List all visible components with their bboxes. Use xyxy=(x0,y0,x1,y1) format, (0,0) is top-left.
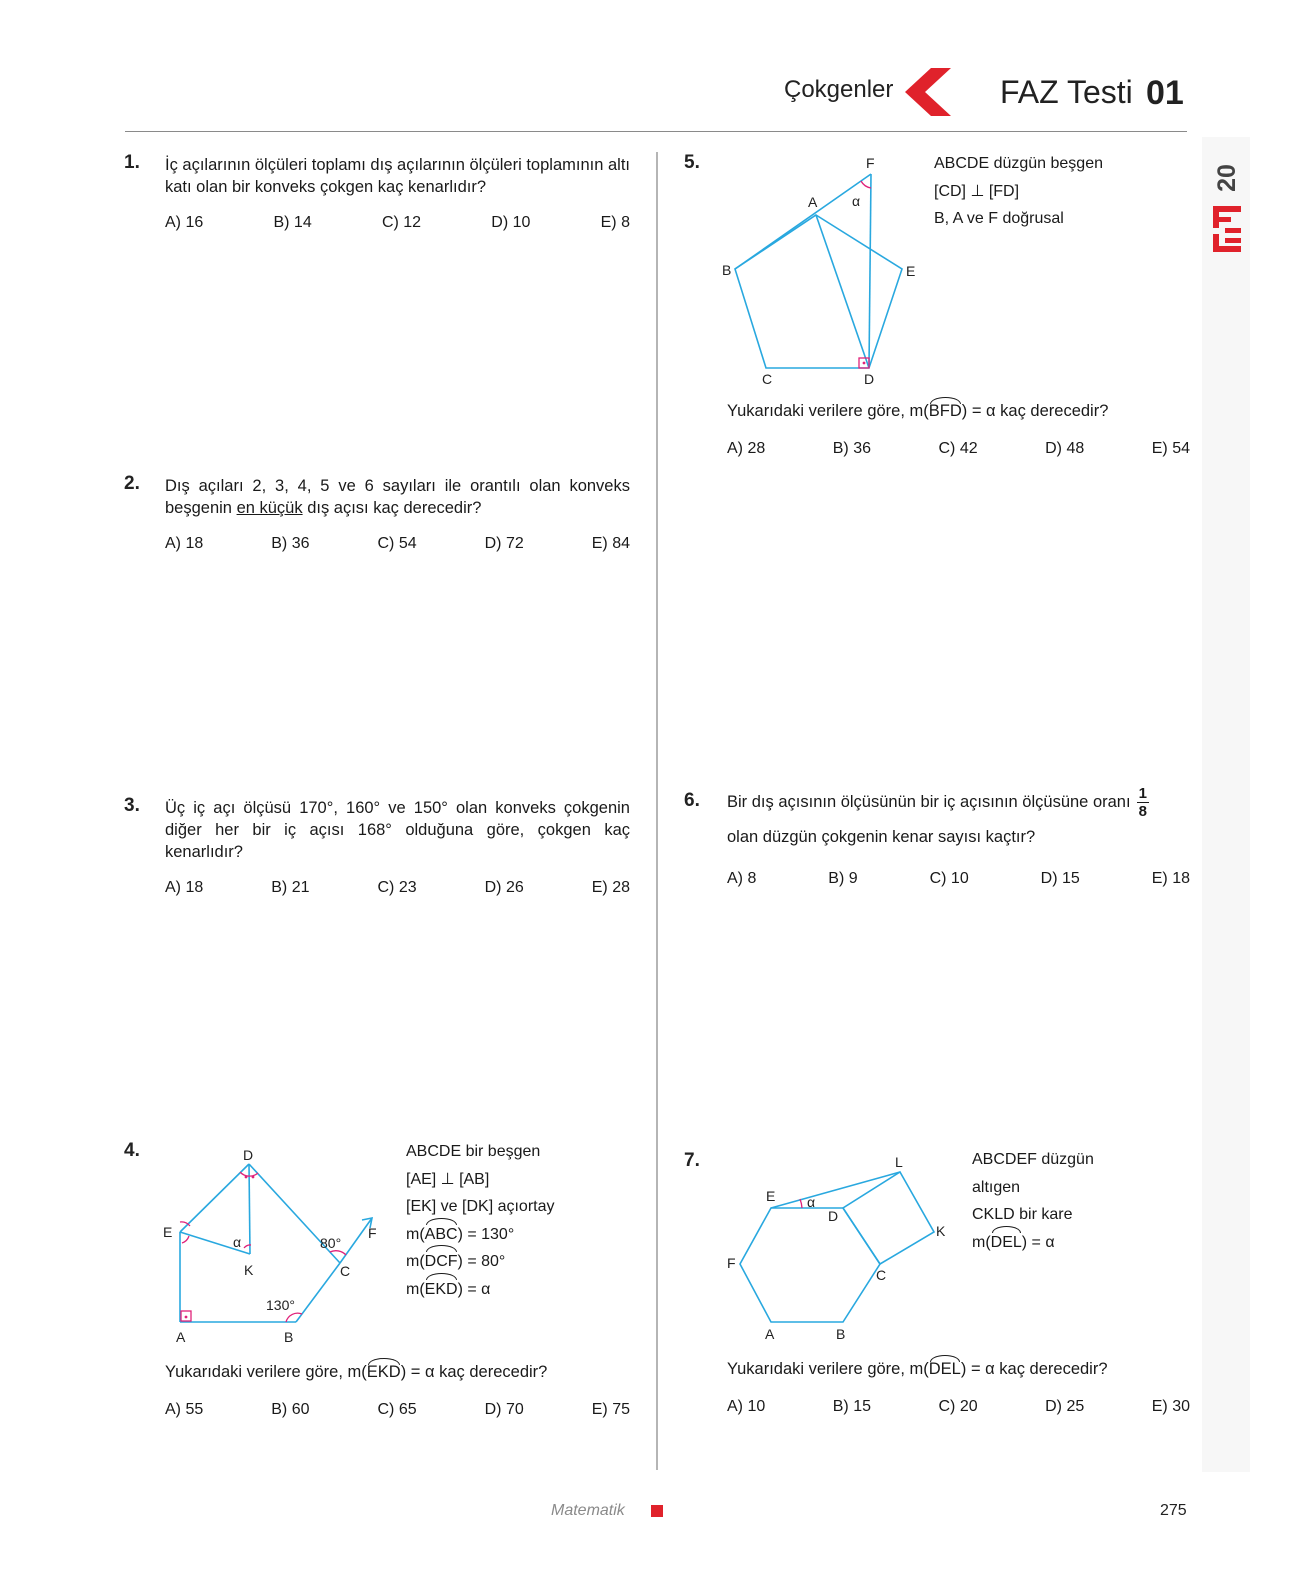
diagonal-ad xyxy=(816,215,869,368)
vertex-label-k: K xyxy=(936,1223,946,1239)
option-c[interactable]: C) 54 xyxy=(377,535,417,552)
alpha-label: α xyxy=(233,1234,242,1250)
vertex-label-c: C xyxy=(876,1267,887,1283)
answer-options xyxy=(727,870,1190,888)
option-d[interactable]: D) 25 xyxy=(1045,1398,1085,1415)
given-list xyxy=(934,150,1103,233)
test-number: 01 xyxy=(1146,74,1184,112)
option-e[interactable]: E) 84 xyxy=(591,535,630,552)
option-e[interactable]: E) 8 xyxy=(600,214,630,231)
q4-figure xyxy=(160,1140,400,1350)
given-line: ABCDE düzgün beşgen xyxy=(934,155,1103,172)
given-line: CKLD bir kare xyxy=(972,1206,1073,1223)
vertex-label-d: D xyxy=(243,1147,254,1163)
regular-hexagon xyxy=(740,1208,880,1322)
vertex-label-e: E xyxy=(163,1224,173,1240)
fraction-denominator: 8 xyxy=(1138,803,1147,821)
option-d[interactable]: D) 72 xyxy=(484,535,524,552)
given-line: altıgen xyxy=(972,1178,1021,1196)
column-divider xyxy=(656,152,658,1470)
vertex-label-e: E xyxy=(766,1188,776,1204)
underlined-phrase: en küçük xyxy=(236,499,303,517)
option-e[interactable]: E) 75 xyxy=(591,1401,630,1418)
vertex-label-c: C xyxy=(762,371,773,387)
option-b[interactable]: B) 36 xyxy=(271,535,310,552)
option-e[interactable]: E) 18 xyxy=(1151,870,1190,887)
answer-options xyxy=(727,1398,1190,1416)
test-name: FAZ Testi xyxy=(1000,74,1133,110)
option-b[interactable]: B) 60 xyxy=(271,1401,310,1418)
question-number: 5. xyxy=(684,152,700,173)
answer-options xyxy=(165,1401,630,1419)
option-b[interactable]: B) 21 xyxy=(271,879,310,896)
page-number: 275 xyxy=(1160,1502,1187,1519)
question-text-part: Dış açıları 2, 3, 4, 5 ve 6 sayıları ile orantılı olan konveks beşgenin xyxy=(165,477,630,517)
alpha-arc xyxy=(800,1199,802,1208)
question-text: Yukarıdaki verilere göre, m(DEL) = α kaç derecedir? xyxy=(727,1360,1108,1378)
sidebar-number xyxy=(1209,148,1245,208)
question-number: 7. xyxy=(684,1150,700,1171)
option-b[interactable]: B) 15 xyxy=(832,1398,871,1415)
question-text xyxy=(165,475,630,519)
given-line: ABCDEF düzgün xyxy=(972,1151,1094,1168)
option-c[interactable]: C) 23 xyxy=(377,879,417,896)
answer-options xyxy=(165,535,630,553)
option-a[interactable]: A) 8 xyxy=(727,870,757,887)
option-c[interactable]: C) 42 xyxy=(938,440,978,457)
bisector-dk xyxy=(249,1164,250,1254)
option-e[interactable]: E) 30 xyxy=(1151,1398,1190,1415)
angle-80-label: 80° xyxy=(320,1235,342,1251)
given-line: m(EKD) = α xyxy=(406,1276,555,1304)
option-b[interactable]: B) 9 xyxy=(828,870,858,887)
vertex-label-f: F xyxy=(727,1255,736,1271)
vertex-label-b: B xyxy=(836,1326,846,1342)
question-number: 1. xyxy=(124,152,140,173)
q5-figure xyxy=(715,150,925,390)
angle-e-arc-2 xyxy=(182,1236,189,1243)
given-line: m(DEL) = α xyxy=(972,1229,1094,1257)
option-a[interactable]: A) 18 xyxy=(165,535,204,552)
question-number: 3. xyxy=(124,795,140,816)
vertex-label-b: B xyxy=(284,1329,294,1345)
given-line: m(ABC) = 130° xyxy=(406,1221,555,1249)
angle-name: EKD xyxy=(425,1276,458,1304)
question-text: Üç iç açı ölçüsü 170°, 160° ve 150° olan konveks çokgenin diğer her bir iç açısı 168° olduğuna göre, çokgen kaç kenarlıdır? xyxy=(165,799,630,861)
alpha-label: α xyxy=(852,193,861,209)
option-c[interactable]: C) 10 xyxy=(929,870,969,887)
given-line: ABCDE bir beşgen xyxy=(406,1143,541,1160)
vertex-label-a: A xyxy=(176,1329,186,1345)
given-line: m(DCF) = 80° xyxy=(406,1248,555,1276)
vertex-label-a: A xyxy=(765,1326,775,1342)
option-c[interactable]: C) 20 xyxy=(938,1398,978,1415)
question-text-part: Bir dış açısının ölçüsünün bir iç açısının ölçüsüne oranı xyxy=(727,793,1131,811)
answer-options xyxy=(727,440,1190,458)
regular-pentagon xyxy=(735,215,902,368)
question-number: 2. xyxy=(124,473,140,494)
option-b[interactable]: B) 36 xyxy=(832,440,871,457)
alpha-label: α xyxy=(807,1194,816,1210)
option-d[interactable]: D) 48 xyxy=(1045,440,1085,457)
question-text-part: dış açısı kaç derecedir? xyxy=(302,499,482,517)
angle-name: DEL xyxy=(928,1360,961,1378)
vertex-label-c: C xyxy=(340,1263,351,1279)
vertex-label-e: E xyxy=(906,263,916,279)
vertex-label-f: F xyxy=(866,155,875,171)
vertex-label-l: L xyxy=(895,1154,903,1170)
edge-bc xyxy=(296,1263,340,1322)
angle-name: EKD xyxy=(366,1363,401,1381)
option-a[interactable]: A) 55 xyxy=(165,1401,204,1418)
option-c[interactable]: C) 12 xyxy=(381,214,422,231)
option-d[interactable]: D) 26 xyxy=(484,879,524,896)
q7-figure xyxy=(720,1150,950,1345)
header-divider xyxy=(125,131,1187,132)
question-line xyxy=(727,785,1197,820)
angle-name: ABC xyxy=(425,1221,458,1249)
question-number: 4. xyxy=(124,1140,140,1161)
vertex-label-d: D xyxy=(864,371,875,387)
fraction xyxy=(1137,785,1149,820)
fraction-numerator: 1 xyxy=(1138,785,1147,803)
option-a[interactable]: A) 10 xyxy=(727,1398,766,1415)
answer-options xyxy=(165,214,630,232)
line-baf xyxy=(735,174,871,269)
question-number: 6. xyxy=(684,790,700,811)
option-d[interactable]: D) 70 xyxy=(484,1401,524,1418)
vertex-label-a: A xyxy=(808,194,818,210)
alpha-arc xyxy=(861,181,871,188)
given-list xyxy=(406,1138,555,1303)
footer-square-icon xyxy=(651,1505,663,1517)
sidebar-strip xyxy=(1202,137,1250,1472)
option-a[interactable]: A) 28 xyxy=(727,440,766,457)
given-line: [EK] ve [DK] açıortay xyxy=(406,1198,555,1215)
question-text xyxy=(727,785,1197,854)
option-a[interactable]: A) 18 xyxy=(165,879,204,896)
vertex-label-f: F xyxy=(368,1225,377,1241)
given-line: [AE] ⊥ [AB] xyxy=(406,1170,490,1188)
vertex-label-d: D xyxy=(828,1208,839,1224)
angle-130-label: 130° xyxy=(266,1297,295,1313)
angle-name: BFD xyxy=(928,402,962,420)
option-b[interactable]: B) 14 xyxy=(273,214,312,231)
option-e[interactable]: E) 54 xyxy=(1151,440,1190,457)
footer-subject: Matematik xyxy=(551,1502,625,1519)
option-d[interactable]: D) 10 xyxy=(491,214,531,231)
vertex-label-b: B xyxy=(722,262,732,278)
question-line: olan düzgün çokgenin kenar sayısı kaçtır? xyxy=(727,828,1036,847)
edge-de xyxy=(180,1164,249,1232)
vertex-label-k: K xyxy=(244,1262,254,1278)
given-line: B, A ve F doğrusal xyxy=(934,210,1064,227)
option-e[interactable]: E) 28 xyxy=(591,879,630,896)
line-df xyxy=(869,174,871,368)
angle-name: DEL xyxy=(991,1229,1022,1257)
chevron-left-icon xyxy=(905,68,953,116)
line-el xyxy=(771,1172,900,1208)
angle-name: DCF xyxy=(425,1248,458,1276)
option-a[interactable]: A) 16 xyxy=(165,214,204,231)
option-c[interactable]: C) 65 xyxy=(377,1401,417,1418)
faz-logo-icon xyxy=(1211,204,1243,254)
given-line: [CD] ⊥ [FD] xyxy=(934,182,1020,200)
answer-options xyxy=(165,879,630,897)
question-text: Yukarıdaki verilere göre, m(EKD) = α kaç derecedir? xyxy=(165,1363,548,1381)
chapter-title: Çokgenler xyxy=(784,76,894,103)
given-list xyxy=(972,1146,1094,1256)
square-ckld xyxy=(843,1172,934,1264)
question-text: Yukarıdaki verilere göre, m(BFD) = α kaç derecedir? xyxy=(727,402,1109,420)
question-text: İç açılarının ölçüleri toplamı dış açılarının ölçüleri toplamının altı katı olan bir konveks çokgen kaç kenarlıdır? xyxy=(165,156,630,196)
sidebar-number-text: 20 xyxy=(1213,164,1241,192)
option-d[interactable]: D) 15 xyxy=(1040,870,1080,887)
